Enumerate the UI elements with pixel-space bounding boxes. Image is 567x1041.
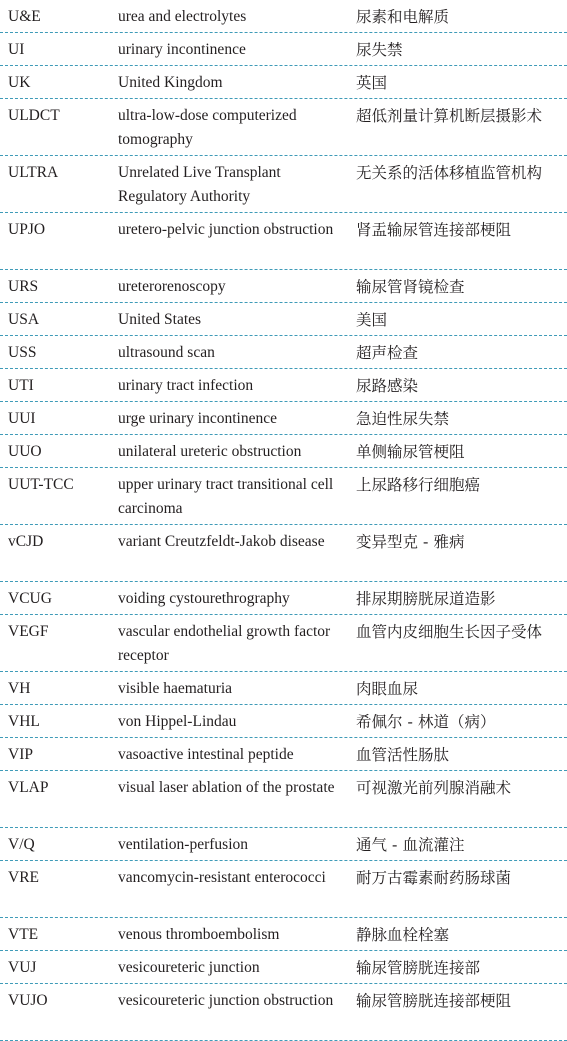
glossary-row bbox=[0, 615, 567, 672]
glossary-row bbox=[0, 951, 567, 984]
english-term: urinary tract infection bbox=[118, 377, 254, 394]
abbreviation: VRE bbox=[8, 869, 39, 886]
chinese-translation: 尿素和电解质 bbox=[356, 8, 450, 26]
english-term: vancomycin-resistant enterococci bbox=[118, 869, 326, 886]
abbreviation: UK bbox=[8, 74, 31, 91]
english-term: urge urinary incontinence bbox=[118, 410, 277, 427]
english-term: urinary incontinence bbox=[118, 41, 246, 58]
english-term: voiding cystourethrography bbox=[118, 590, 290, 607]
abbreviation: ULTRA bbox=[8, 164, 59, 181]
english-term: vesicoureteric junction obstruction bbox=[118, 992, 334, 1009]
glossary-row bbox=[0, 738, 567, 771]
glossary-row bbox=[0, 336, 567, 369]
chinese-translation: 尿路感染 bbox=[356, 377, 419, 395]
english-term: vasoactive intestinal peptide bbox=[118, 746, 294, 763]
glossary-row bbox=[0, 66, 567, 99]
glossary-row bbox=[0, 0, 567, 33]
english-term: vascular endothelial growth factor receptor bbox=[118, 623, 331, 664]
abbreviation: vCJD bbox=[8, 533, 44, 550]
abbreviation: VH bbox=[8, 680, 31, 697]
english-term: visible haematuria bbox=[118, 680, 233, 697]
english-term: vesicoureteric junction bbox=[118, 959, 260, 976]
chinese-translation: 肉眼血尿 bbox=[356, 680, 419, 698]
chinese-translation: 超低剂量计算机断层摄影术 bbox=[356, 107, 543, 125]
abbreviation: U&E bbox=[8, 8, 41, 25]
english-term: variant Creutzfeldt-Jakob disease bbox=[118, 533, 325, 550]
chinese-translation: 耐万古霉素耐药肠球菌 bbox=[356, 869, 512, 887]
abbreviation: VCUG bbox=[8, 590, 52, 607]
chinese-translation: 变异型克 - 雅病 bbox=[356, 533, 465, 551]
glossary-row bbox=[0, 369, 567, 402]
abbreviation: VTE bbox=[8, 926, 39, 943]
abbreviation: VLAP bbox=[8, 779, 49, 796]
english-term: uretero-pelvic junction obstruction bbox=[118, 221, 334, 238]
glossary-row bbox=[0, 99, 567, 156]
abbreviation: VHL bbox=[8, 713, 40, 730]
abbreviation: VIP bbox=[8, 746, 33, 763]
abbreviation: UI bbox=[8, 41, 25, 58]
glossary-row bbox=[0, 468, 567, 525]
chinese-translation: 血管活性肠肽 bbox=[356, 746, 450, 764]
chinese-translation: 超声检查 bbox=[356, 344, 419, 362]
abbreviation: USS bbox=[8, 344, 37, 361]
english-term: ventilation-perfusion bbox=[118, 836, 248, 853]
glossary-row bbox=[0, 213, 567, 270]
abbreviation: UUO bbox=[8, 443, 42, 460]
abbreviation: VUJ bbox=[8, 959, 37, 976]
abbreviation: UPJO bbox=[8, 221, 46, 238]
english-term: von Hippel-Lindau bbox=[118, 713, 237, 730]
chinese-translation: 美国 bbox=[356, 311, 388, 329]
chinese-translation: 输尿管肾镜检查 bbox=[356, 278, 465, 296]
english-term: urea and electrolytes bbox=[118, 8, 247, 25]
glossary-row bbox=[0, 861, 567, 918]
chinese-translation: 急迫性尿失禁 bbox=[356, 410, 450, 428]
glossary-row bbox=[0, 525, 567, 582]
english-term: upper urinary tract transitional cell carcinoma bbox=[118, 476, 334, 517]
glossary-row bbox=[0, 771, 567, 828]
glossary-row bbox=[0, 582, 567, 615]
chinese-translation: 静脉血栓栓塞 bbox=[356, 926, 450, 944]
english-term: unilateral ureteric obstruction bbox=[118, 443, 302, 460]
english-term: United Kingdom bbox=[118, 74, 223, 91]
abbreviation: USA bbox=[8, 311, 40, 328]
abbreviation: V/Q bbox=[8, 836, 35, 853]
glossary-row bbox=[0, 270, 567, 303]
chinese-translation: 排尿期膀胱尿道造影 bbox=[356, 590, 496, 608]
english-term: ureterorenoscopy bbox=[118, 278, 226, 295]
chinese-translation: 无关系的活体移植监管机构 bbox=[356, 164, 543, 182]
glossary-row bbox=[0, 984, 567, 1041]
english-term: visual laser ablation of the prostate bbox=[118, 779, 335, 796]
glossary-row bbox=[0, 918, 567, 951]
glossary-row bbox=[0, 705, 567, 738]
chinese-translation: 希佩尔 - 林道（病） bbox=[356, 713, 496, 731]
chinese-translation: 单侧输尿管梗阻 bbox=[356, 443, 465, 461]
english-term: venous thromboembolism bbox=[118, 926, 280, 943]
glossary-row bbox=[0, 828, 567, 861]
chinese-translation: 肾盂输尿管连接部梗阻 bbox=[356, 221, 512, 239]
abbreviation: UUT-TCC bbox=[8, 476, 74, 493]
english-term: United States bbox=[118, 311, 202, 328]
chinese-translation: 输尿管膀胱连接部 bbox=[356, 959, 481, 977]
abbreviation: UUI bbox=[8, 410, 36, 427]
english-term: Unrelated Live Transplant Regulatory Authority bbox=[118, 164, 281, 205]
abbreviation: VUJO bbox=[8, 992, 48, 1009]
english-term: ultrasound scan bbox=[118, 344, 215, 361]
glossary-row bbox=[0, 33, 567, 66]
english-term: ultra-low-dose computerized tomography bbox=[118, 107, 297, 148]
chinese-translation: 通气 - 血流灌注 bbox=[356, 836, 465, 854]
chinese-translation: 英国 bbox=[356, 74, 388, 92]
chinese-translation: 血管内皮细胞生长因子受体 bbox=[356, 623, 543, 641]
abbreviation: VEGF bbox=[8, 623, 49, 640]
glossary-row bbox=[0, 303, 567, 336]
glossary-row bbox=[0, 156, 567, 213]
abbreviation: UTI bbox=[8, 377, 34, 394]
glossary-row bbox=[0, 402, 567, 435]
chinese-translation: 输尿管膀胱连接部梗阻 bbox=[356, 992, 512, 1010]
glossary-row bbox=[0, 435, 567, 468]
chinese-translation: 上尿路移行细胞癌 bbox=[356, 476, 481, 494]
abbreviation: ULDCT bbox=[8, 107, 60, 124]
chinese-translation: 可视激光前列腺消融术 bbox=[356, 779, 512, 797]
abbreviation: URS bbox=[8, 278, 39, 295]
chinese-translation: 尿失禁 bbox=[356, 41, 403, 59]
glossary-row bbox=[0, 672, 567, 705]
